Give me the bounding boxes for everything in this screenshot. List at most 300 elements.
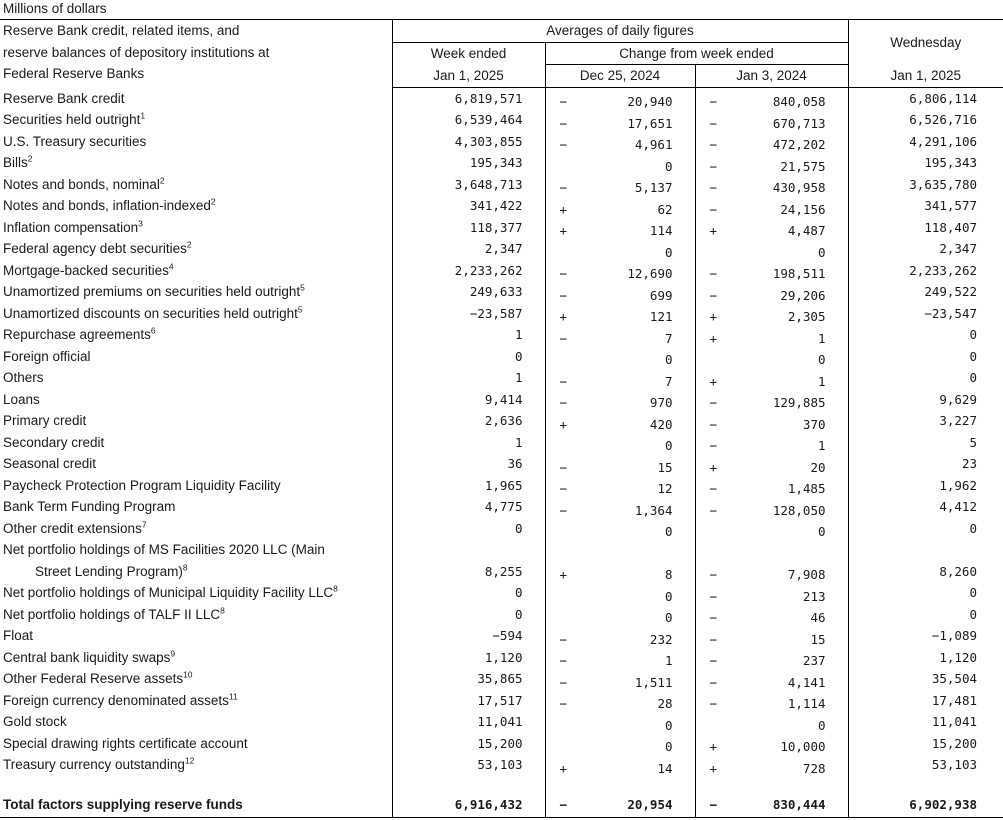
change-sign: + (709, 330, 718, 346)
change-from-dec-25-2024 (545, 238, 695, 260)
row-label-text: Net portfolio holdings of Municipal Liquidity Facility LLC (3, 585, 334, 600)
footnote-marker: 2 (210, 196, 216, 207)
change-sign: − (559, 266, 568, 281)
change-value: 46 (810, 610, 826, 625)
footnote-marker: 5 (300, 282, 305, 293)
footnote-marker: 2 (186, 239, 192, 250)
row-label-text: Gold stock (3, 714, 67, 729)
wednesday-value: −1,089 (848, 625, 1003, 647)
week-ended-value: 118,377 (392, 217, 545, 239)
row-label-text: Repurchase agreements (3, 327, 151, 342)
week-ended-value: 2,233,262 (392, 260, 545, 282)
spacer-cell (695, 776, 848, 793)
change-1-header-date: Dec 25, 2024 (545, 65, 695, 88)
change-value: 0 (664, 244, 673, 260)
footnote-marker: 8 (182, 562, 188, 572)
week-ended-value: 9,414 (392, 389, 545, 411)
change-value: 1,511 (634, 674, 673, 690)
change-value: 10,000 (780, 739, 826, 754)
wednesday-value: 8,260 (848, 539, 1003, 582)
table-row (0, 324, 1003, 346)
units-label: Millions of dollars (0, 0, 1003, 20)
change-sign: − (559, 287, 568, 303)
change-value: 4,487 (787, 223, 826, 238)
row-label-line-1: Net portfolio holdings of MS Facilities 2020 LLC (Main (3, 542, 325, 557)
change-sign: − (709, 416, 718, 432)
change-value: 4,961 (634, 137, 673, 152)
change-value: 213 (802, 588, 826, 604)
row-label-text: Notes and bonds, inflation-indexed (3, 198, 211, 213)
row-label (0, 432, 392, 454)
row-label (0, 496, 392, 518)
change-from-jan-3-2024 (695, 625, 848, 647)
week-ended-value: 35,865 (392, 668, 545, 690)
change-from-jan-3-2024 (695, 174, 848, 196)
wednesday-value: 6,526,716 (848, 109, 1003, 131)
footnote-marker: 7 (141, 519, 147, 529)
wednesday-value: 6,806,114 (848, 87, 1003, 109)
table-row (0, 711, 1003, 733)
change-from-jan-3-2024 (695, 518, 848, 540)
change-from-jan-3-2024 (695, 389, 848, 411)
week-ended-value: 1,965 (392, 475, 545, 497)
change-value: 0 (817, 717, 826, 733)
change-sign: − (709, 481, 718, 496)
wednesday-value: 341,577 (848, 195, 1003, 217)
footnote-marker: 9 (170, 648, 176, 658)
change-sign: + (709, 760, 718, 776)
change-from-dec-25-2024 (545, 690, 695, 712)
week-ended-header-date: Jan 1, 2025 (392, 65, 545, 88)
change-sign: − (709, 502, 718, 518)
row-label (0, 453, 392, 475)
row-label-text: Float (3, 628, 34, 643)
change-value: 1,485 (787, 481, 826, 496)
wednesday-value: 2,233,262 (848, 260, 1003, 282)
row-label-text: Inflation compensation (3, 219, 139, 235)
week-ended-value: 0 (392, 582, 545, 604)
change-sign: − (709, 674, 718, 690)
change-value: 1 (817, 438, 826, 453)
footnote-marker: 8 (220, 605, 225, 615)
row-label (0, 475, 392, 497)
change-from-dec-25-2024 (545, 367, 695, 389)
change-value: 5,137 (634, 180, 673, 195)
row-label (0, 389, 392, 411)
wednesday-value: −23,547 (848, 303, 1003, 325)
footnote-marker: 4 (168, 261, 174, 271)
wednesday-value: 4,291,106 (848, 131, 1003, 153)
week-ended-value: 1 (392, 367, 545, 389)
change-value: 4,141 (787, 674, 826, 690)
change-sign: + (709, 309, 718, 324)
week-ended-value: 11,041 (392, 711, 545, 733)
week-ended-value: 6,539,464 (392, 109, 545, 131)
change-value: 472,202 (772, 137, 826, 152)
week-ended-value: 15,200 (392, 733, 545, 755)
change-value: 114 (649, 223, 673, 238)
table-row (0, 625, 1003, 647)
change-sign: − (709, 588, 718, 604)
wednesday-value: 5 (848, 432, 1003, 454)
footnote-marker: 10 (183, 669, 193, 680)
change-group-header: Change from week ended (545, 42, 848, 65)
row-label (0, 518, 392, 540)
table-row (0, 152, 1003, 174)
table-row (0, 604, 1003, 626)
change-sign: − (709, 610, 718, 625)
week-ended-value: 341,422 (392, 195, 545, 217)
change-from-dec-25-2024 (545, 754, 695, 776)
footnote-marker: 2 (27, 153, 33, 164)
row-label (0, 87, 392, 109)
change-sign: − (559, 115, 568, 131)
spacer-cell (392, 776, 545, 793)
change-value: 0 (664, 739, 673, 754)
change-from-jan-3-2024 (695, 346, 848, 368)
wednesday-value: 35,504 (848, 668, 1003, 690)
week-ended-value: −23,587 (392, 303, 545, 325)
table-row (0, 87, 1003, 109)
change-value: 0 (817, 244, 826, 260)
row-label (0, 217, 392, 239)
wednesday-value: 1,962 (848, 475, 1003, 497)
row-label-line-2: Street Lending Program)$^8$ (35, 562, 188, 579)
change-from-dec-25-2024 (545, 389, 695, 411)
change-sign: + (709, 223, 718, 238)
footnote-marker: 6 (150, 325, 156, 336)
wednesday-value: 249,522 (848, 281, 1003, 303)
change-value: 7 (664, 373, 673, 389)
change-from-jan-3-2024 (695, 260, 848, 282)
change-value: 370 (802, 416, 826, 432)
change-value: 1,114 (787, 696, 826, 711)
week-ended-value: 0 (392, 518, 545, 540)
change-from-jan-3-2024 (695, 647, 848, 669)
change-sign: − (709, 653, 718, 668)
change-sign: + (559, 309, 568, 324)
change-sign: − (559, 674, 568, 690)
wednesday-value: 3,227 (848, 410, 1003, 432)
row-label (0, 410, 392, 432)
change-sign: − (559, 797, 568, 812)
wednesday-value: 4,412 (848, 496, 1003, 518)
row-label (0, 324, 392, 346)
row-label (0, 195, 392, 217)
row-label-text: Paycheck Protection Program Liquidity Facility (3, 477, 281, 493)
footnote-marker: 8 (333, 583, 338, 594)
change-sign: − (559, 373, 568, 389)
change-sign: − (709, 395, 718, 410)
footnote-marker: 1 (140, 110, 146, 121)
table-row (0, 174, 1003, 196)
change-value: 1,364 (634, 502, 673, 518)
week-ended-value: 0 (392, 346, 545, 368)
change-sign: − (559, 395, 568, 410)
total-row-label: Total factors supplying reserve funds (0, 793, 392, 818)
wednesday-value: 0 (848, 604, 1003, 626)
week-ended-value: 1 (392, 432, 545, 454)
change-value: 21,575 (780, 158, 826, 174)
row-label (0, 109, 392, 131)
row-label-text: Notes and bonds, nominal (3, 176, 160, 192)
change-from-dec-25-2024 (545, 539, 695, 582)
change-from-dec-25-2024 (545, 453, 695, 475)
wednesday-value: 3,635,780 (848, 174, 1003, 196)
row-label-text: Treasury currency outstanding (3, 757, 185, 772)
change-value: 0 (817, 352, 826, 367)
table-row (0, 453, 1003, 475)
change-value: 728 (802, 760, 826, 776)
row-label (0, 733, 392, 755)
change-sign: − (559, 94, 568, 109)
row-label-text: Seasonal credit (3, 456, 97, 471)
week-ended-value: 195,343 (392, 152, 545, 174)
change-sign: − (709, 797, 718, 812)
week-ended-value: 4,775 (392, 496, 545, 518)
change-from-jan-3-2024 (695, 453, 848, 475)
change-value: 420 (649, 416, 673, 432)
change-value: 62 (657, 201, 673, 217)
change-sign: − (559, 653, 568, 668)
change-value: 0 (664, 352, 673, 367)
change-from-dec-25-2024 (545, 346, 695, 368)
change-value: 2,305 (787, 309, 826, 324)
change-from-dec-25-2024 (545, 152, 695, 174)
change-value: 1 (817, 373, 826, 389)
change-value: 198,511 (772, 266, 826, 281)
change-sign: − (559, 180, 568, 195)
wednesday-value: 1,120 (848, 647, 1003, 669)
table-row (0, 432, 1003, 454)
total-week-ended-value: 6,916,432 (392, 793, 545, 818)
change-from-jan-3-2024 (695, 367, 848, 389)
stub-header (0, 20, 392, 87)
change-from-jan-3-2024 (695, 690, 848, 712)
change-from-dec-25-2024 (545, 109, 695, 131)
change-sign: − (559, 502, 568, 518)
table-row (0, 733, 1003, 755)
row-label-text: Others (3, 370, 44, 385)
change-from-dec-25-2024 (545, 625, 695, 647)
change-from-dec-25-2024 (545, 475, 695, 497)
change-value: 0 (664, 438, 673, 453)
change-value: 232 (649, 631, 673, 647)
change-from-jan-3-2024 (695, 217, 848, 239)
change-value: 20,940 (627, 94, 673, 109)
week-ended-value: 36 (392, 453, 545, 475)
spacer-cell (545, 776, 695, 793)
change-value: 28 (657, 696, 673, 711)
row-label-text: Loans (3, 391, 40, 407)
row-label (0, 260, 392, 282)
change-value: 15 (657, 459, 673, 475)
table-row (0, 131, 1003, 153)
change-from-dec-25-2024 (545, 324, 695, 346)
change-from-jan-3-2024 (695, 324, 848, 346)
change-from-dec-25-2024 (545, 582, 695, 604)
table-row (0, 496, 1003, 518)
change-value: 0 (664, 610, 673, 625)
change-sign: − (559, 631, 568, 647)
wednesday-value: 17,481 (848, 690, 1003, 712)
change-from-dec-25-2024 (545, 432, 695, 454)
table-row (0, 539, 1003, 582)
change-sign: + (559, 567, 568, 582)
row-label (0, 604, 392, 626)
week-ended-value: 6,819,571 (392, 87, 545, 109)
averages-group-header: Averages of daily figures (392, 20, 848, 42)
row-label (0, 754, 392, 776)
week-ended-value: 53,103 (392, 754, 545, 776)
change-from-jan-3-2024 (695, 539, 848, 582)
change-sign: − (709, 438, 718, 453)
change-value: 14 (657, 760, 673, 776)
table-row (0, 690, 1003, 712)
wednesday-value: 15,200 (848, 733, 1003, 755)
week-ended-value: 249,633 (392, 281, 545, 303)
row-label-text: Bills (3, 155, 28, 170)
row-label-text: Foreign currency denominated assets (3, 692, 229, 708)
week-ended-value: 2,636 (392, 410, 545, 432)
row-label-text: Secondary credit (3, 434, 105, 450)
change-value: 20 (810, 459, 826, 475)
footnote-marker: 11 (228, 691, 238, 701)
change-sign: − (709, 94, 718, 109)
change-from-jan-3-2024 (695, 475, 848, 497)
table-row (0, 389, 1003, 411)
week-ended-value: 4,303,855 (392, 131, 545, 153)
row-label-text: Federal agency debt securities (3, 241, 187, 256)
table-row (0, 754, 1003, 776)
change-from-jan-3-2024 (695, 87, 848, 109)
table-row (0, 109, 1003, 131)
change-value: 24,156 (780, 201, 826, 217)
change-sign: − (559, 481, 568, 496)
change-from-jan-3-2024 (695, 711, 848, 733)
table-row (0, 668, 1003, 690)
row-label-text: Bank Term Funding Program (3, 499, 176, 514)
table-row (0, 582, 1003, 604)
change-value: 699 (649, 287, 673, 303)
change-from-jan-3-2024 (695, 432, 848, 454)
change-from-jan-3-2024 (695, 410, 848, 432)
change-value: 1 (817, 330, 826, 346)
wednesday-value: 0 (848, 582, 1003, 604)
row-label-text: Securities held outright (3, 112, 141, 127)
reserve-bank-credit-table (0, 20, 1003, 818)
row-label (0, 367, 392, 389)
table-row (0, 367, 1003, 389)
change-value: 8 (664, 567, 673, 582)
table-row (0, 195, 1003, 217)
change-value: 0 (664, 717, 673, 733)
week-ended-value: 3,648,713 (392, 174, 545, 196)
change-from-dec-25-2024 (545, 733, 695, 755)
change-from-jan-3-2024 (695, 496, 848, 518)
row-label (0, 152, 392, 174)
week-ended-value: 1,120 (392, 647, 545, 669)
change-value: 0 (817, 524, 826, 539)
change-value: 0 (664, 588, 673, 604)
change-from-dec-25-2024 (545, 87, 695, 109)
change-from-dec-25-2024 (545, 131, 695, 153)
row-label-text: Other Federal Reserve assets (3, 671, 184, 686)
change-value: 0 (664, 524, 673, 539)
change-value: 970 (649, 395, 673, 410)
row-label-text: Primary credit (3, 413, 87, 428)
wednesday-value: 9,629 (848, 389, 1003, 411)
week-ended-value: 17,517 (392, 690, 545, 712)
total-row (0, 793, 1003, 818)
footnote-marker: 5 (297, 304, 303, 314)
change-value: 15 (810, 631, 826, 647)
change-value: 1 (664, 653, 673, 668)
change-sign: − (709, 287, 718, 303)
footnote-marker: 12 (184, 755, 195, 766)
row-label (0, 346, 392, 368)
row-label-text: Central bank liquidity swaps (3, 649, 171, 665)
change-sign: − (559, 459, 568, 475)
change-value: 0 (664, 158, 673, 174)
change-value: 7 (664, 330, 673, 346)
stub-line-3: Federal Reserve Banks (3, 66, 145, 81)
change-from-dec-25-2024 (545, 217, 695, 239)
change-from-dec-25-2024 (545, 668, 695, 690)
change-sign: + (709, 459, 718, 475)
change-sign: − (559, 696, 568, 711)
change-from-dec-25-2024 (545, 195, 695, 217)
change-sign: + (559, 223, 568, 238)
change-from-dec-25-2024 (545, 496, 695, 518)
row-label (0, 647, 392, 669)
change-from-dec-25-2024 (545, 260, 695, 282)
row-label-text: Foreign official (3, 348, 91, 364)
change-from-jan-3-2024 (695, 604, 848, 626)
row-label-text: Unamortized premiums on securities held outright (3, 284, 301, 299)
table-row (0, 647, 1003, 669)
row-label (0, 131, 392, 153)
wednesday-value: 0 (848, 346, 1003, 368)
table-row (0, 238, 1003, 260)
wednesday-header-date: Jan 1, 2025 (848, 65, 1003, 88)
change-sign: − (709, 631, 718, 647)
week-ended-value: 1 (392, 324, 545, 346)
wednesday-value: 195,343 (848, 152, 1003, 174)
change-2-header-date: Jan 3, 2024 (695, 65, 848, 88)
change-value: 840,058 (772, 94, 826, 109)
row-label-text: Other credit extensions (3, 520, 142, 536)
change-value: 12,690 (627, 266, 673, 281)
change-sign: − (559, 330, 568, 346)
stub-line-2: reserve balances of depository institutions at (3, 44, 270, 60)
row-label (0, 281, 392, 303)
wednesday-value: 23 (848, 453, 1003, 475)
table-row (0, 410, 1003, 432)
change-from-dec-25-2024 (545, 647, 695, 669)
change-sign: − (709, 696, 718, 711)
table-header (0, 20, 1003, 87)
change-sign: + (709, 373, 718, 389)
row-label-text: Mortgage-backed securities (3, 262, 169, 278)
change-from-dec-25-2024 (545, 303, 695, 325)
change-from-jan-3-2024 (695, 131, 848, 153)
change-from-jan-3-2024 (695, 303, 848, 325)
change-sign: + (559, 201, 568, 217)
week-ended-header-label: Week ended (392, 42, 545, 65)
wednesday-value: 118,407 (848, 217, 1003, 239)
change-from-dec-25-2024 (545, 174, 695, 196)
